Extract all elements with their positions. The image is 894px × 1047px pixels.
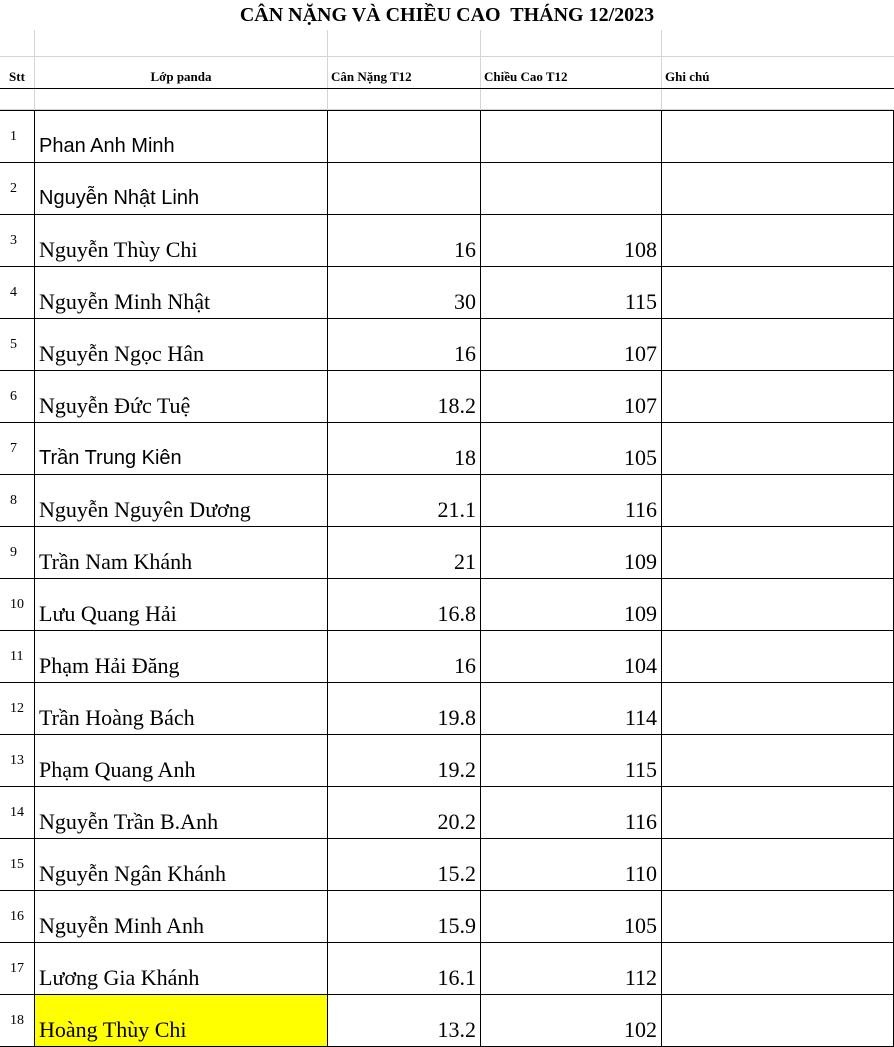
student-name-cell[interactable] [34,423,327,474]
weight-value: 18 [454,445,476,470]
height-value: 105 [624,913,657,938]
weight-cell[interactable] [327,527,480,578]
height-value: 109 [624,601,657,626]
height-cell[interactable] [480,267,661,318]
stt-cell[interactable]: 10 [10,597,24,612]
weight-value: 15.2 [437,861,476,886]
height-cell[interactable] [480,111,661,162]
weight-value: 15.9 [437,913,476,938]
stt-cell[interactable]: 13 [10,753,24,768]
blank-cell[interactable] [327,30,480,56]
height-cell[interactable] [480,319,661,370]
note-cell[interactable] [661,371,894,422]
stt-cell[interactable]: 1 [10,129,17,144]
table-row [0,891,894,943]
weight-value: 13.2 [437,1017,476,1042]
weight-cell[interactable] [327,111,480,162]
student-name-cell[interactable] [34,839,327,890]
weight-value: 21 [454,549,476,574]
note-cell[interactable] [661,423,894,474]
student-name-cell[interactable] [34,579,327,630]
weight-value: 16 [454,653,476,678]
student-name-cell[interactable] [34,527,327,578]
stt-cell[interactable]: 8 [10,493,17,508]
stt-cell[interactable]: 3 [10,233,17,248]
stt-cell[interactable]: 5 [10,337,17,352]
student-name: Nguyễn Ngân Khánh [39,861,226,886]
student-name-cell[interactable] [34,787,327,838]
height-value: 105 [624,445,657,470]
height-cell[interactable] [480,839,661,890]
weight-value: 20.2 [437,809,476,834]
spacer-row [0,89,894,110]
table-row [0,839,894,891]
header-row [0,57,894,89]
weight-cell[interactable] [327,631,480,682]
height-cell[interactable] [480,423,661,474]
height-cell[interactable] [480,735,661,786]
blank-cell[interactable] [34,89,327,109]
table-row [0,787,894,839]
height-value: 107 [624,341,657,366]
height-value: 104 [624,653,657,678]
student-name: Nguyễn Thùy Chi [39,237,198,262]
weight-cell[interactable] [327,475,480,526]
weight-cell[interactable] [327,267,480,318]
height-cell[interactable] [480,787,661,838]
weight-value: 19.2 [437,757,476,782]
table-row [0,735,894,787]
table-row [0,319,894,371]
student-name-cell[interactable] [34,267,327,318]
note-cell[interactable] [661,475,894,526]
height-value: 116 [624,809,657,834]
note-cell[interactable] [661,267,894,318]
blank-cell[interactable] [480,30,661,56]
note-cell[interactable] [661,631,894,682]
height-value: 115 [624,289,657,314]
student-name: Nguyễn Đức Tuệ [39,393,191,418]
student-name: Trần Nam Khánh [39,549,193,574]
note-cell[interactable] [661,111,894,162]
stt-cell[interactable]: 18 [10,1013,24,1028]
weight-cell[interactable] [327,371,480,422]
blank-cell[interactable] [661,30,894,56]
note-cell[interactable] [661,943,894,994]
weight-value: 19.8 [437,705,476,730]
sheet-title: CÂN NẶNG VÀ CHIỀU CAO THÁNG 12/2023 [239,4,655,26]
height-cell[interactable] [480,371,661,422]
student-name: Nguyễn Trần B.Anh [39,809,219,834]
weight-cell[interactable] [327,943,480,994]
weight-cell[interactable] [327,995,480,1046]
note-cell[interactable] [661,319,894,370]
weight-cell[interactable] [327,891,480,942]
student-name: Phạm Hải Đăng [39,653,180,678]
student-name: Nguyễn Nguyên Dương [39,497,251,522]
height-value: 115 [624,757,657,782]
table-row [0,683,894,735]
height-value: 102 [624,1017,657,1042]
table-row [0,371,894,423]
blank-cell[interactable] [0,89,34,109]
height-cell[interactable] [480,943,661,994]
blank-row [0,30,894,57]
height-value: 114 [624,705,657,730]
height-cell[interactable] [480,215,661,266]
note-cell[interactable] [661,579,894,630]
height-cell[interactable] [480,891,661,942]
stt-cell[interactable]: 11 [10,649,24,664]
note-cell[interactable] [661,839,894,890]
stt-cell[interactable]: 9 [10,545,17,560]
blank-cell[interactable] [661,89,894,109]
table-row [0,995,894,1047]
weight-value: 30 [454,289,476,314]
height-value: 109 [624,549,657,574]
student-name: Phạm Quang Anh [39,757,196,782]
header-height[interactable]: Chiều Cao T12 [480,57,661,88]
table-row [0,579,894,631]
student-name-cell[interactable] [34,371,327,422]
stt-cell[interactable]: 14 [10,805,24,820]
table-row [0,943,894,995]
stt-cell[interactable]: 16 [10,909,24,924]
weight-cell[interactable] [327,787,480,838]
blank-cell[interactable] [480,89,661,109]
note-cell[interactable] [661,787,894,838]
stt-cell[interactable]: 15 [10,857,24,872]
height-cell[interactable] [480,527,661,578]
weight-cell[interactable] [327,683,480,734]
stt-cell[interactable]: 6 [10,389,17,404]
weight-cell[interactable] [327,215,480,266]
height-cell[interactable] [480,631,661,682]
weight-cell[interactable] [327,423,480,474]
weight-value: 16 [454,341,476,366]
weight-value: 16.1 [437,965,476,990]
height-cell[interactable] [480,163,661,214]
header-weight[interactable]: Cân Nặng T12 [327,57,480,88]
student-name-cell[interactable] [34,163,327,214]
table-row [0,163,894,215]
table-row [0,110,894,163]
weight-value: 16 [454,237,476,262]
note-cell[interactable] [661,735,894,786]
table-row [0,631,894,683]
height-value: 116 [624,497,657,522]
header-class[interactable]: Lớp panda [34,57,327,88]
blank-cell[interactable] [34,30,327,56]
table-row [0,267,894,319]
note-cell[interactable] [661,527,894,578]
student-name-cell[interactable] [34,735,327,786]
header-stt[interactable]: Stt [9,69,25,84]
weight-cell[interactable] [327,735,480,786]
height-cell[interactable] [480,579,661,630]
weight-cell[interactable] [327,839,480,890]
weight-value: 18.2 [437,393,476,418]
blank-cell[interactable] [0,30,34,56]
student-name: Lương Gia Khánh [39,965,200,990]
table-row [0,527,894,579]
stt-cell[interactable]: 12 [10,701,24,716]
table-row [0,423,894,475]
weight-cell[interactable] [327,163,480,214]
spreadsheet-grid [0,30,894,1047]
student-name: Nguyễn Minh Anh [39,913,204,938]
header-note[interactable]: Ghi chú [661,57,894,88]
student-name: Nguyễn Ngọc Hân [39,341,204,366]
student-name: Trần Hoàng Bách [39,705,195,730]
height-value: 112 [624,965,657,990]
weight-value: 16.8 [437,601,476,626]
student-name-cell[interactable] [34,319,327,370]
student-name-cell[interactable] [34,215,327,266]
weight-value: 21.1 [437,497,476,522]
student-name-cell[interactable] [34,631,327,682]
table-row [0,475,894,527]
weight-cell[interactable] [327,579,480,630]
height-cell[interactable] [480,475,661,526]
note-cell[interactable] [661,891,894,942]
note-cell[interactable] [661,163,894,214]
student-name: Phan Anh Minh [39,135,175,157]
height-cell[interactable] [480,683,661,734]
note-cell[interactable] [661,683,894,734]
student-name-cell[interactable] [34,891,327,942]
stt-cell[interactable]: 4 [10,285,17,300]
student-name: Hoàng Thùy Chi [39,1017,187,1042]
student-name-cell[interactable] [34,111,327,162]
student-name-cell[interactable] [34,943,327,994]
note-cell[interactable] [661,995,894,1046]
blank-cell[interactable] [327,89,480,109]
student-name-cell[interactable] [34,995,327,1046]
student-name-cell[interactable] [34,683,327,734]
stt-cell[interactable]: 17 [10,961,24,976]
data-rows [0,110,894,1047]
stt-cell[interactable]: 2 [10,181,17,196]
student-name: Nguyễn Minh Nhật [39,289,211,314]
height-cell[interactable] [480,995,661,1046]
student-name-cell[interactable] [34,475,327,526]
weight-cell[interactable] [327,319,480,370]
table-row [0,215,894,267]
height-value: 110 [624,861,657,886]
student-name: Trần Trung Kiên [39,447,182,469]
height-value: 108 [624,237,657,262]
note-cell[interactable] [661,215,894,266]
student-name: Lưu Quang Hải [39,601,177,626]
height-value: 107 [624,393,657,418]
stt-cell[interactable]: 7 [10,441,17,456]
student-name: Nguyễn Nhật Linh [39,187,200,209]
